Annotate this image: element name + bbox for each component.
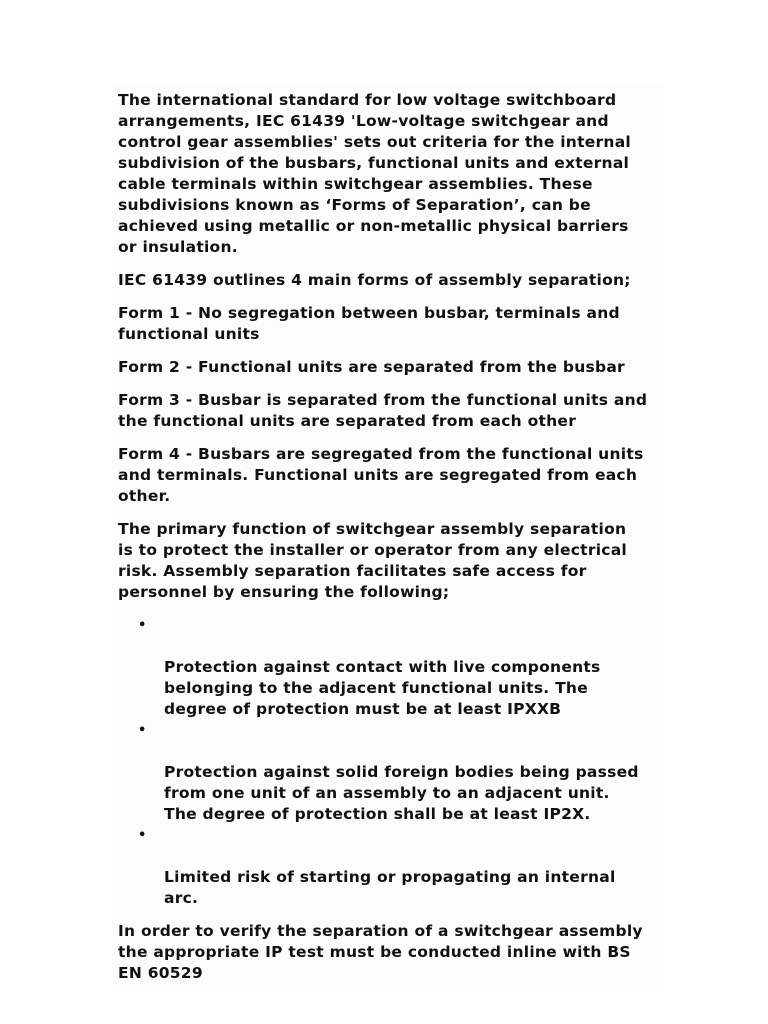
- intro-paragraph: The international standard for low voltage switchboard arrangements, IEC 61439 'Low-voltage switchgear and control gear assemblies' sets out criteria for the internal subdivision of the busbars, functional units and external cable terminals within switchgear assemblies. These subdivisions known as ‘Forms of Separation’, can be achieved using metallic or non-metallic physical barriers or insulation.: [118, 91, 631, 256]
- purpose-paragraph: The primary function of switchgear assembly separation is to protect the installer or operator from any electrical risk. Assembly separation facilitates safe access for personnel by ensuring the following;: [118, 520, 627, 601]
- list-item-text: Protection against solid foreign bodies being passed from one unit of an assembly to an adjacent unit. The degree of protection shall be at least IP2X.: [164, 763, 639, 823]
- forms-intro-paragraph: IEC 61439 outlines 4 main forms of assembly separation;: [118, 271, 631, 289]
- list-item: [118, 825, 658, 909]
- document-body: [112, 84, 664, 992]
- list-item: [118, 720, 658, 825]
- bullet-icon: •: [138, 828, 147, 843]
- form-4-paragraph: Form 4 - Busbars are segregated from the functional units and terminals. Functional units are segregated from each other.: [118, 445, 644, 505]
- form-1-paragraph: Form 1 - No segregation between busbar, terminals and functional units: [118, 304, 620, 343]
- list-item-text: Limited risk of starting or propagating an internal arc.: [164, 868, 616, 907]
- conclusion-paragraph: In order to verify the separation of a switchgear assembly the appropriate IP test must be conducted inline with BS EN 60529: [118, 922, 643, 982]
- list-item-text: Protection against contact with live components belonging to the adjacent functional units. The degree of protection must be at least IPXXB: [164, 658, 601, 718]
- form-2-paragraph: Form 2 - Functional units are separated from the busbar: [118, 358, 625, 376]
- protection-list: [118, 615, 658, 909]
- bullet-icon: •: [138, 723, 147, 738]
- form-3-paragraph: Form 3 - Busbar is separated from the functional units and the functional units are separated from each other: [118, 391, 648, 430]
- bullet-icon: •: [138, 618, 147, 633]
- list-item: [118, 615, 658, 720]
